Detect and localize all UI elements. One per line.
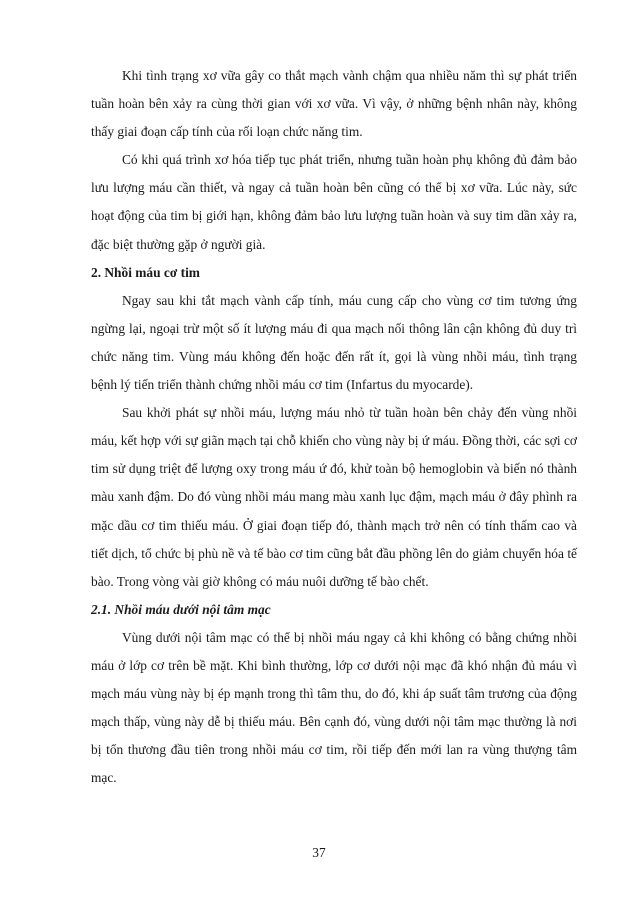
- subsection-heading: 2.1. Nhồi máu dưới nội tâm mạc: [91, 601, 271, 617]
- paragraph: Vùng dưới nội tâm mạc có thể bị nhồi máu ngay cả khi không có bằng chứng nhồi máu ở lớp cơ trên bề mặt. Khi bình thường, lớp cơ dưới nội mạc đã khó nhận đủ máu vì mạch máu vùng này bị ép mạnh trong thì tâm thu, do đó, khi áp suất tâm trương của động mạch thấp, vùng này dễ bị thiếu máu. Bên cạnh đó, vùng dưới nội tâm mạc thường là nơi bị tổn thương đầu tiên trong nhồi máu cơ tim, rồi tiếp đến mới lan ra vùng thượng tâm mạc.: [91, 629, 577, 786]
- section-heading: 2. Nhồi máu cơ tim: [91, 264, 200, 280]
- paragraph: Có khi quá trình xơ hóa tiếp tục phát triển, nhưng tuần hoàn phụ không đủ đảm bảo lưu lượng máu cần thiết, và ngay cả tuần hoàn bên cũng có thể bị xơ vữa. Lúc này, sức hoạt động của tim bị giới hạn, không đảm bảo lưu lượng tuần hoàn và suy tim dần xảy ra, đặc biệt thường gặp ở người già.: [91, 152, 577, 252]
- page-number: 37: [312, 845, 326, 860]
- paragraph: Sau khởi phát sự nhồi máu, lượng máu nhỏ từ tuần hoàn bên chảy đến vùng nhồi máu, kết hợp với sự giãn mạch tại chỗ khiến cho vùng này bị ứ máu. Đồng thời, các sợi cơ tim sử dụng triệt để lượng oxy trong máu ứ đó, khử toàn bộ hemoglobin và biến nó thành màu xanh đậm. Do đó vùng nhồi máu mang màu xanh lục đậm, mạch máu ở đây phình ra mặc dầu cơ tim thiếu máu. Ở giai đoạn tiếp đó, thành mạch trở nên có tính thấm cao và tiết dịch, tổ chức bị phù nề và tế bào cơ tim cũng bắt đầu phồng lên do giảm chuyển hóa tế bào. Trong vòng vài giờ không có máu nuôi dưỡng tế bào chết.: [91, 405, 577, 589]
- paragraph: Khi tình trạng xơ vữa gây co thắt mạch vành chậm qua nhiều năm thì sự phát triển tuần hoàn bên xảy ra cùng thời gian với xơ vữa. Vì vậy, ở những bệnh nhân này, không thấy giai đoạn cấp tính của rối loạn chức năng tim.: [91, 68, 577, 140]
- paragraph: Ngay sau khi tắt mạch vành cấp tính, máu cung cấp cho vùng cơ tim tương ứng ngừng lại, ngoại trừ một số ít lượng máu đi qua mạch nối thông lân cận không đủ duy trì chức năng tim. Vùng máu không đến hoặc đến rất ít, gọi là vùng nhồi máu, tình trạng bệnh lý tiến triển thành chứng nhồi máu cơ tim (Infartus du myocarde).: [91, 292, 577, 393]
- document-body: [91, 62, 577, 792]
